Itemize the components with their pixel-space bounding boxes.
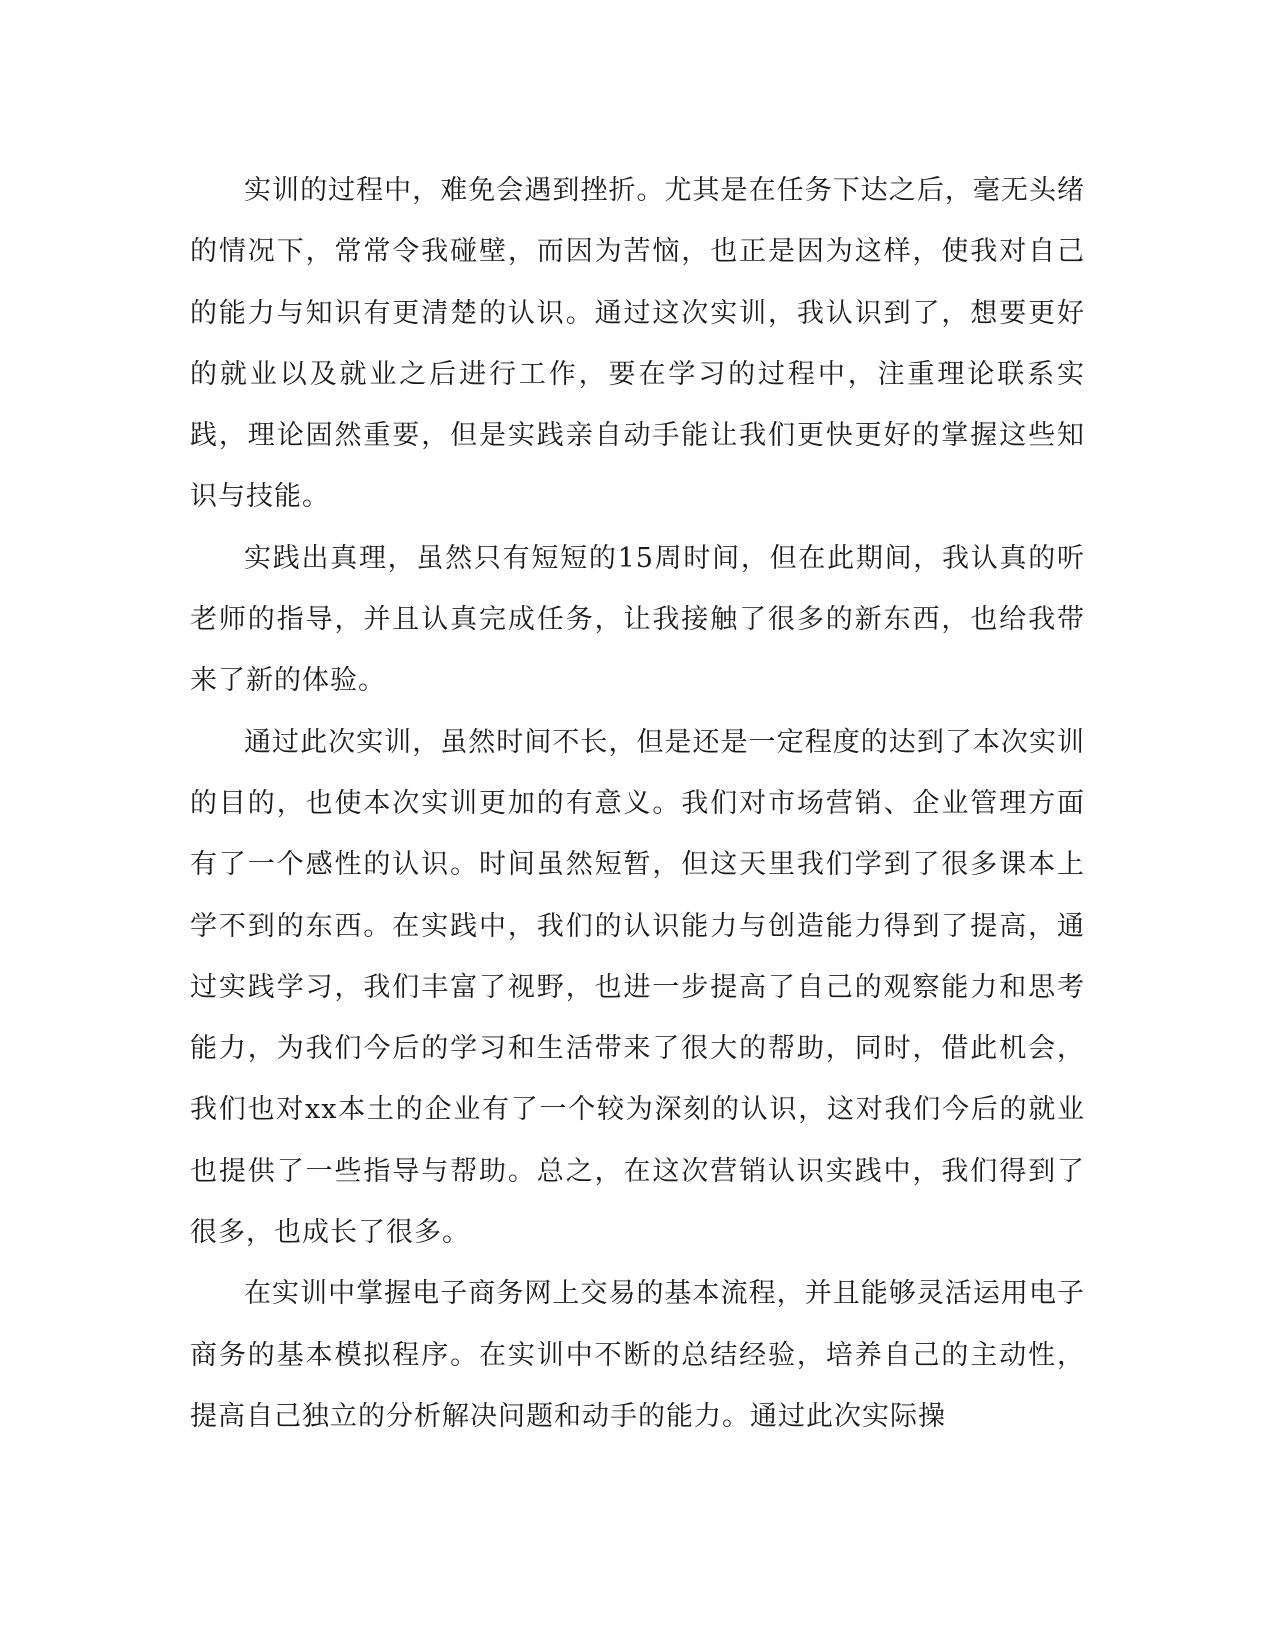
document-body (190, 160, 1085, 1447)
paragraph-3: 通过此次实训，虽然时间不长，但是还是一定程度的达到了本次实训的目的，也使本次实训更加的有意义。我们对市场营销、企业管理方面有了一个感性的认识。时间虽然短暂，但这天里我们学到了很多课本上学不到的东西。在实践中，我们的认识能力与创造能力得到了提高，通过实践学习，我们丰富了视野，也进一步提高了自己的观察能力和思考能力，为我们今后的学习和生活带来了很大的帮助，同时，借此机会，我们也对xx本土的企业有了一个较为深刻的认识，这对我们今后的就业也提供了一些指导与帮助。总之，在这次营销认识实践中，我们得到了很多，也成长了很多。 (190, 726, 1085, 1249)
paragraph-2: 实践出真理，虽然只有短短的15周时间，但在此期间，我认真的听老师的指导，并且认真完成任务，让我接触了很多的新东西，也给我带来了新的体验。 (190, 542, 1085, 697)
paragraph-4: 在实训中掌握电子商务网上交易的基本流程，并且能够灵活运用电子商务的基本模拟程序。在实训中不断的总结经验，培养自己的主动性，提高自己独立的分析解决问题和动手的能力。通过此次实际操 (190, 1278, 1085, 1432)
paragraph-1: 实训的过程中，难免会遇到挫折。尤其是在任务下达之后，毫无头绪的情况下，常常令我碰壁，而因为苦恼，也正是因为这样，使我对自己的能力与知识有更清楚的认识。通过这次实训，我认识到了，想要更好的就业以及就业之后进行工作，要在学习的过程中，注重理论联系实践，理论固然重要，但是实践亲自动手能让我们更快更好的掌握这些知识与技能。 (190, 175, 1085, 513)
